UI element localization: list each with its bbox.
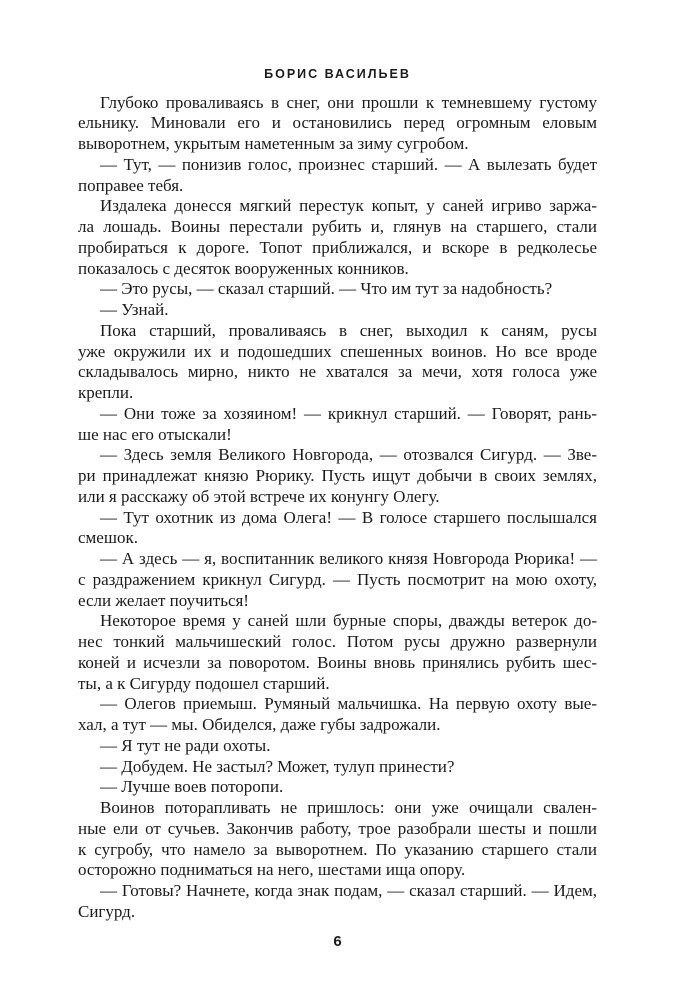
text-line: Издалека донесся мягкий перестук копыт, у саней игриво заржа- xyxy=(100,196,597,216)
text-line: с раздражением крикнул Сигурд. — Пусть посмотрит на мою охоту, xyxy=(78,569,597,589)
paragraph xyxy=(78,694,597,736)
text-line: складывалось мирно, никто не хватался за мечи, хотя голоса уже xyxy=(78,362,597,382)
text-line: ные ели от сучьев. Закончив работу, трое разобрали шесты и пошли xyxy=(78,818,597,838)
text-line: нес тонкий мальчишеский голос. Потом русы дружно развернули xyxy=(78,632,597,652)
text-line: Воинов поторапливать не пришлось: они уже очищали свален- xyxy=(100,798,597,818)
text-line: Некоторое время у саней шли бурные споры, дважды ветерок до- xyxy=(100,611,597,631)
text-line: — Они тоже за хозяином! — крикнул старший. — Говорят, рань- xyxy=(100,403,597,423)
paragraph xyxy=(78,757,597,778)
paragraph xyxy=(78,445,597,507)
text-line: — Тут охотник из дома Олега! — В голосе старшего послышался xyxy=(100,507,597,527)
paragraph xyxy=(78,798,597,881)
text-line: выворотнем, укрытым наметенным за зиму сугробом. xyxy=(78,134,469,154)
text-line: смешок. xyxy=(78,528,138,548)
text-line: Сигурд. xyxy=(78,901,136,921)
text-line: ше нас его отыскали! xyxy=(78,424,232,444)
paragraph xyxy=(78,611,597,694)
text-line: — Это русы, — сказал старший. — Что им тут за надобность? xyxy=(100,279,553,299)
running-header: БОРИС ВАСИЛЬЕВ xyxy=(264,67,411,81)
text-line: — А здесь — я, воспитанник великого князя Новгорода Рюрика! — xyxy=(100,549,597,569)
text-line: осторожно подниматься на него, шестами ища опору. xyxy=(78,860,466,880)
paragraph xyxy=(78,300,597,321)
text-line: — Узнай. xyxy=(100,300,169,320)
paragraph xyxy=(78,881,597,923)
text-line: — Здесь земля Великого Новгорода, — отозвался Сигурд. — Зве- xyxy=(100,445,597,465)
page-number: 6 xyxy=(333,933,342,950)
text-line: — Готовы? Начнете, когда знак подам, — сказал старший. — Идем, xyxy=(100,881,597,901)
text-line: — Лучше воев поторопи. xyxy=(100,777,284,797)
text-line: ты, а к Сигурду подошел старший. xyxy=(78,673,330,693)
text-line: Пока старший, проваливаясь в снег, выходил к саням, русы xyxy=(100,320,597,340)
text-line: к сугробу, что намело за выворотнем. По указанию старшего стали xyxy=(78,839,597,859)
text-line: если желает поучиться! xyxy=(78,590,249,610)
paragraph xyxy=(78,508,597,550)
text-line: уже окружили их и подошедших спешенных воинов. Но все вроде xyxy=(78,341,597,361)
text-line: крепли. xyxy=(78,383,134,403)
text-line: — Олегов приемыш. Румяный мальчишка. На первую охоту вые- xyxy=(100,694,597,714)
paragraph xyxy=(78,155,597,197)
paragraph xyxy=(78,196,597,279)
paragraph xyxy=(78,321,597,404)
text-line: хал, а тут — мы. Обиделся, даже губы задрожали. xyxy=(78,715,441,735)
paragraph xyxy=(78,404,597,446)
paragraph xyxy=(78,777,597,798)
paragraph xyxy=(78,736,597,757)
text-line: Глубоко проваливаясь в снег, они прошли к темневшему густому xyxy=(100,92,597,112)
paragraph xyxy=(78,93,597,155)
paragraph xyxy=(78,279,597,300)
text-line: поправее тебя. xyxy=(78,175,184,195)
text-line: или я расскажу об этой встрече их конунгу Олегу. xyxy=(78,486,440,506)
text-line: — Тут, — понизив голос, произнес старший. — А вылезать будет xyxy=(100,154,597,174)
text-line: пробираться к дороге. Топот приближался, и вскоре в редколесье xyxy=(78,237,597,257)
text-line: ри принадлежат князю Рюрику. Пусть ищут добычи в своих землях, xyxy=(78,466,597,486)
text-line: коней и исчезли за поворотом. Воины вновь принялись рубить шес- xyxy=(78,652,597,672)
text-line: ельнику. Миновали его и остановились перед огромным еловым xyxy=(78,113,597,133)
paragraph xyxy=(78,549,597,611)
text-line: ла лошадь. Воины перестали рубить и, глянув на старшего, стали xyxy=(78,217,597,237)
text-line: показалось с десяток вооруженных конников. xyxy=(78,258,409,278)
text-line: — Я тут не ради охоты. xyxy=(100,735,271,755)
body-text xyxy=(78,93,597,923)
text-line: — Добудем. Не застыл? Может, тулуп принести? xyxy=(100,756,455,776)
